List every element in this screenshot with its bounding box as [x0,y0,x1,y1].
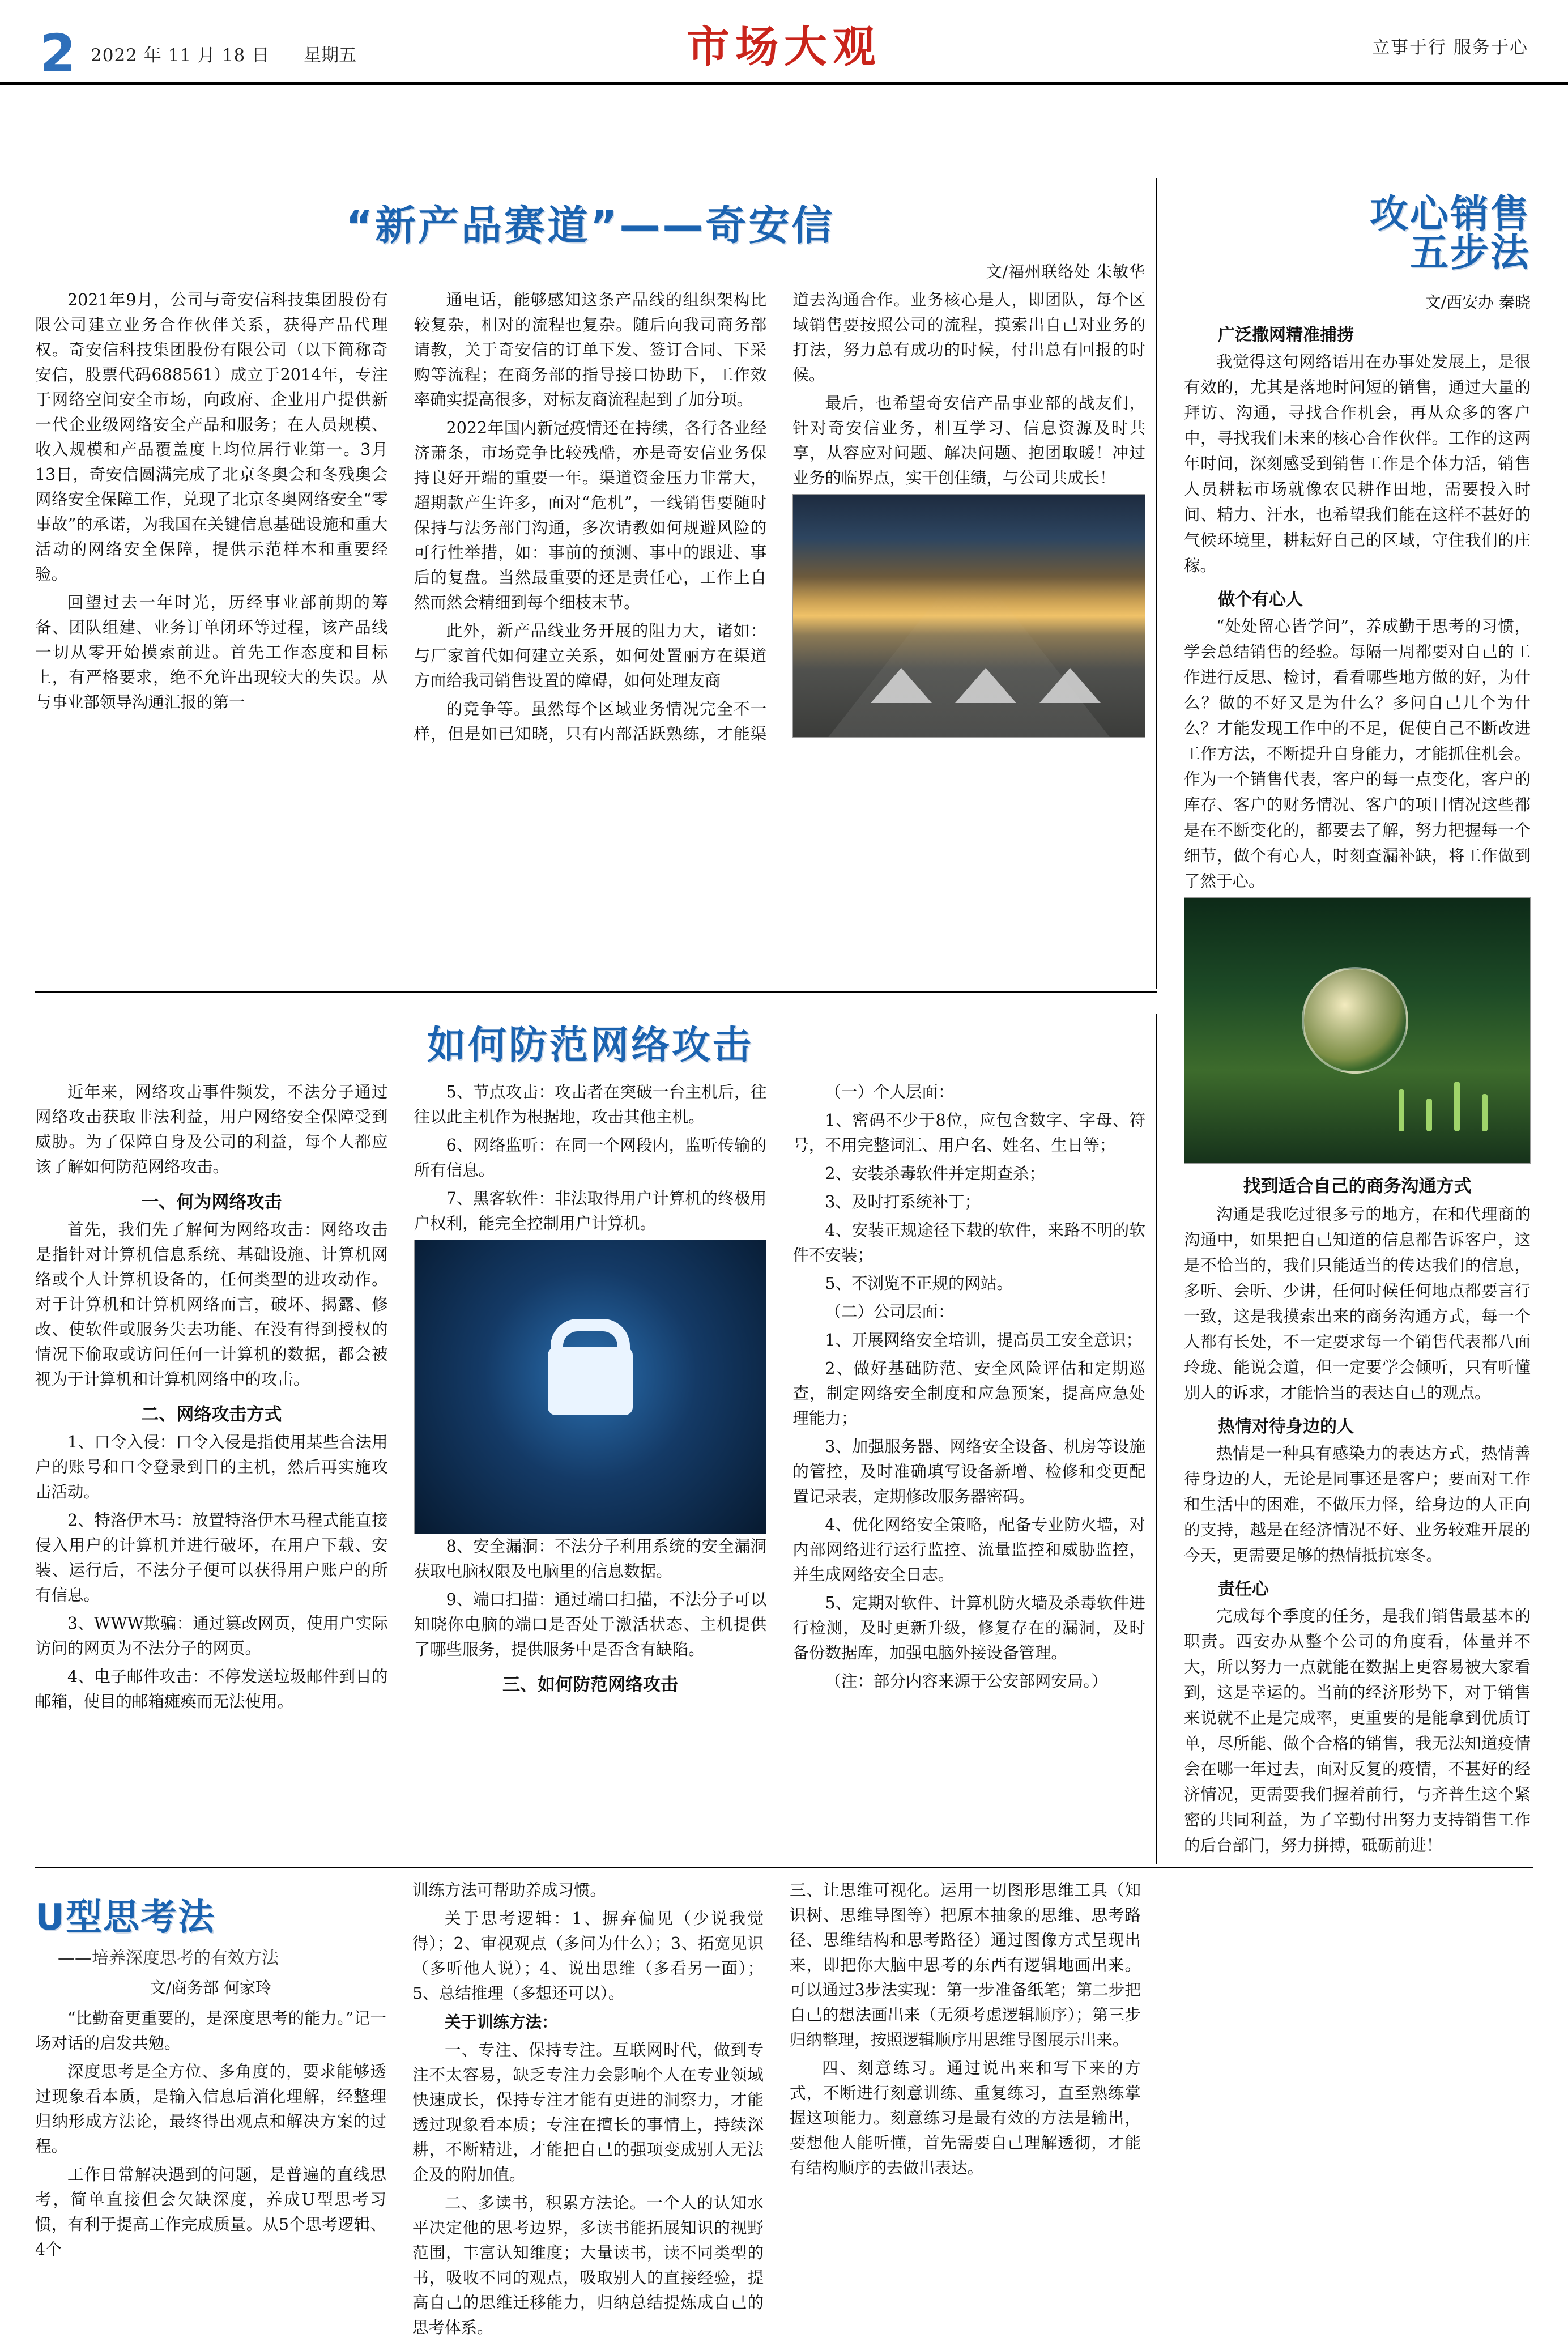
paragraph: 6、网络监听：在同一个网段内，监听传输的所有信息。 [414,1136,767,1180]
paragraph: 一、专注、保持专注。互联网时代，做到专注不太容易，缺乏专注力会影响个人在专业领域快速成长，保持专注才能有更进的洞察力，才能透过现象看本质；专注在擅长的事情上，持续深耕，不断精进，才能把自己的强项变成别人无法企及的附加值。 [412,2041,764,2184]
paragraph: 7、黑客软件：非法取得用户计算机的终极用户权利，能完全控制用户计算机。 [414,1189,767,1233]
horizontal-divider-2 [35,1867,1157,1868]
paragraph: 3、加强服务器、网络安全设备、机房等设施的管控，及时准确填写设备新增、检修和变更配置记录表，定期修改服务器密码。 [792,1437,1145,1506]
paragraph: 三、让思维可视化。运用一切图形思维工具（知识树、思维导图等）把原本抽象的思维、思考路径、思维结构和思考路径）通过图像方式呈现出来，即把你大脑中思考的东西有逻辑地画出来。可以通过3步法实现：第一步准备纸笔；第二步把自己的想法画出来（无须考虑逻辑顺序）；第三步归纳整理，按照逻辑顺序用思维导图展示出来。 [790,1881,1141,2049]
paragraph: “处处留心皆学问”，养成勤于思考的习惯，学会总结销售的经验。每隔一周都要对自己的工作进行反思、检讨，看看哪些地方做的好，为什么？做的不好又是为什么？多问自己几个为什么？才能发现工作中的不足，促使自己不断改进工作方法，不断提升自身能力，才能抓住机会。作为一个销售代表，客户的每一点变化，客户的库存、客户的财务情况、客户的项目情况这些都是在不断变化的，都要去了解，努力把握每一个细节，做个有心人，时刻查漏补缺，将工作做到了然于心。 [1184,617,1531,891]
paragraph: “比勤奋更重要的，是深度思考的能力。”记一场对话的启发共勉。 [35,2009,386,2053]
paragraph: 近年来，网络攻击事件频发，不法分子通过网络攻击获取非法利益，用户网络安全保障受到威胁。为了保障自身及公司的利益，每个人都应该了解如何防范网络攻击。 [35,1083,388,1176]
paragraph: 2022年国内新冠疫情还在持续，各行各业经济萧条，市场竞争比较残酷，亦是奇安信业务保持良好开端的重要一年。渠道资金压力非常大，超期款产生许多，面对“危机”，一线销售要随时保持与法务部门沟通，多次请教如何规避风险的可行性举措，如：事前的预测、事中的跟进、事后的复盘。当然最重要的还是责任心，工作上自然而然会精细到每个细枝末节。 [414,419,767,612]
article-sales-headline-line2: 五步法 [1409,231,1531,275]
paragraph: （注：部分内容来源于公安部网安局。） [825,1672,1108,1691]
article-network-attack [35,1000,1145,1714]
article-sales-byline: 文/西安办 秦晓 [1425,293,1531,312]
bulb-plant-photo [1184,897,1531,1164]
paragraph: 4、优化网络安全策略，配备专业防火墙，对内部网络进行运行监控、流量监控和威胁监控，并生成网络安全日志。 [792,1515,1145,1584]
paragraph: 的竞争等。虽然每个区域业务情况完全不一样，但是如已知晓，只有内部活跃熟练，才能渠道去沟通合作。业务核心是人，即团队，每个区域销售要按照公司的流程，摸索出自己对业务的打法，努力总有成功的时候，付出总有回报的时候。 [414,291,1145,743]
page-number: 2 [40,23,76,84]
article-qianxin-headline: “新产品赛道”——奇安信 [346,202,835,249]
section-heading: 广泛撒网精准捕捞 [1218,325,1354,345]
publish-weekday: 星期五 [304,45,357,66]
paragraph: 5、不浏览不正规的网站。 [825,1274,1013,1293]
section-heading: 找到适合自己的商务沟通方式 [1243,1176,1472,1197]
paragraph: 工作日常解决遇到的问题，是普遍的直线思考，简单直接但会欠缺深度，养成U型思考习惯，有利于提高工作完成质量。从5个思考逻辑、4个 [35,2165,386,2259]
paragraph: 深度思考是全方位、多角度的，要求能够透过现象看本质，是输入信息后消化理解，经整理归纳形成方法论，最终得出观点和解决方案的过程。 [35,2062,386,2156]
paragraph: 1、密码不少于8位，应包含数字、字母、符号，不用完整词汇、用户名、姓名、生日等； [792,1111,1145,1155]
section-heading: 责任心 [1218,1579,1269,1599]
section-heading: 做个有心人 [1218,590,1303,610]
paragraph: 关于思考逻辑：1、摒弃偏见（少说我觉得）；2、审视观点（多问为什么）；3、拓宽见识（多听他人说）；4、说出思维（多看另一面）；5、总结推理（多想还可以）。 [412,1909,764,2003]
paragraph: 2、做好基础防范、安全风险评估和定期巡查，制定网络安全制度和应急预案，提高应急处理能力； [792,1359,1145,1428]
section-heading: 关于训练方法： [445,2012,558,2032]
article-qianxin [35,176,1145,980]
paragraph: 二、多读书，积累方法论。一个人的认知水平决定他的思考边界，多读书能拓展知识的视野范围，丰富认知维度；大量读书，读不同类型的书，吸收不同的观点，吸取别人的直接经验，提高自己的思维迁移能力，归纳总结提炼成自己的思考体系。 [412,2194,764,2337]
paragraph: 最后，也希望奇安信产品事业部的战友们，针对奇安信业务，相互学习、信息资源及时共享，从容应对问题、解决问题、抱团取暖！冲过业务的临界点，实干创佳绩，与公司共成长！ [792,394,1145,487]
publish-date: 2022 年 11 月 18 日 [91,45,270,66]
paragraph: 首先，我们先了解何为网络攻击：网络攻击是指针对计算机信息系统、基础设施、计算机网络或个人计算机设备的，任何类型的进攻动作。对于计算机和计算机网络而言，破坏、揭露、修改、使软件或服务失去功能、在没有得到授权的情况下偷取或访问任何一计算机的数据，都会被视为于计算机和计算机网络中的攻击。 [35,1220,388,1389]
paragraph: （一）个人层面： [825,1083,955,1101]
paragraph: 8、安全漏洞：不法分子利用系统的安全漏洞获取电脑权限及电脑里的信息数据。 [414,1537,767,1581]
paragraph: 4、安装正规途径下载的软件，来路不明的软件不安装； [792,1221,1145,1264]
article-u-thinking-byline: 文/商务部 何家玲 [150,1978,272,1997]
paragraph: 热情是一种具有感染力的表达方式，热情善待身边的人，无论是同事还是客户；要面对工作和生活中的困难，不做压力怪，给身边的人正向的支持，越是在经济情况不好、业务较难开展的今天，更需要足够的热情抵抗寒冬。 [1184,1444,1531,1565]
paragraph: 5、节点攻击：攻击者在突破一台主机后，往往以此主机作为根据地，攻击其他主机。 [414,1083,767,1126]
section-heading: 热情对待身边的人 [1218,1417,1354,1437]
paragraph: 2021年9月，公司与奇安信科技集团股份有限公司建立业务合作伙伴关系，获得产品代理权。奇安信科技集团股份有限公司（以下简称奇安信，股票代码688561）成立于2014年，专注于网络空间安全市场，向政府、企业用户提供新一代企业级网络安全产品和服务；在人员规模、收入规模和产品覆盖度上均位居行业第一。3月13日，奇安信圆满完成了北京冬奥会和冬残奥会网络安全保障工作，兑现了北京冬奥网络安全“零事故”的承诺，为我国在关键信息基础设施和重大活动的网络安全保障，提供示范样本和重要经验。 [35,291,388,584]
vertical-divider-top [1156,178,1157,989]
article-qianxin-byline: 文/福州联络处 朱敏华 [986,262,1145,281]
paragraph: 完成每个季度的任务，是我们销售最基本的职责。西安办从整个公司的角度看，体量并不大，所以努力一点就能在数据上更容易被大家看到，这是幸运的。当前的经济形势下，对于销售来说就不止是完成率，更重要的是能拿到优质订单，尽所能、做个合格的销售，我无法知道疫情会在哪一年过去，面对反复的疫情，不甚好的经济情况，更需要我们握着前行，与齐普生这个紧密的共同利益，为了辛勤付出努力支持销售工作的后台部门，努力拼搏，砥砺前进！ [1184,1607,1531,1855]
article-u-thinking-subtitle: ——培养深度思考的有效方法 [58,1948,279,1968]
article-u-thinking-headline: U型思考法 [35,1897,215,1939]
paragraph: 2、特洛伊木马：放置特洛伊木马程式能直接侵入用户的计算机并进行破坏，在用户下载、安装、运行后，不法分子便可以获得用户账户的所有信息。 [35,1511,388,1604]
paragraph: 我觉得这句网络语用在办事处发展上，是很有效的，尤其是落地时间短的销售，通过大量的拜访、沟通，寻找合作机会，再从众多的客户中，寻找我们未来的核心合作伙伴。工作的这两年时间，深刻感受到销售工作是个体力活，销售人员耕耘市场就像农民耕作田地，需要投入时间、精力、汗水，也希望我们能在这样不甚好的气候环境里，耕耘好自己的区域，守住我们的庄稼。 [1184,352,1531,575]
paragraph: 3、WWW欺骗：通过篡改网页，使用户实际访问的网页为不法分子的网页。 [35,1614,388,1658]
vertical-divider-mid [1156,1014,1157,1864]
paragraph: 沟通是我吃过很多亏的地方，在和代理商的沟通中，如果把自己知道的信息都告诉客户，这是不恰当的，我们只能适当的传达我们的信息，多听、会听、少讲，任何时候任何地点都要言行一致，这是我摸索出来的商务沟通方式，每一个人都有长处，不一定要求每一个销售代表都八面玲珑、能说会道，但一定要学会倾听，只有听懂别人的诉求，才能恰当的表达自己的观点。 [1184,1205,1531,1402]
masthead [0,0,1568,85]
cyber-lock-photo [414,1240,767,1534]
paragraph: 4、电子邮件攻击：不停发送垃圾邮件到目的邮箱，使目的邮箱瘫痪而无法使用。 [35,1667,388,1711]
paragraph: 1、口令入侵：口令入侵是指使用某些合法用户的账号和口令登录到目的主机，然后再实施攻击活动。 [35,1433,388,1501]
horizontal-divider-3 [1156,1867,1533,1868]
article-network-headline: 如何防范网络攻击 [427,1023,753,1068]
paragraph: 2、安装杀毒软件并定期查杀； [825,1164,1045,1183]
paragraph: 训练方法可帮助养成习惯。 [412,1881,607,1900]
paragraph: （二）公司层面： [825,1302,955,1321]
section-heading: 二、网络攻击方式 [141,1404,282,1425]
article-u-thinking-col1 [35,1878,386,2344]
article-u-thinking [35,1878,1145,2344]
paragraph: 通电话，能够感知这条产品线的组织架构比较复杂，相对的流程也复杂。随后向我司商务部请教，关于奇安信的订单下发、签订合同、下采购等流程；在商务部的指导接口协助下，工作效率确实提高很多，对标友商流程起到了加分项。 [414,291,767,409]
article-network-columns [35,1080,1145,1714]
paragraph: 9、端口扫描：通过端口扫描，不法分子可以知晓你电脑的端口是否处于激活状态、主机提供了哪些服务，提供服务中是否含有缺陷。 [414,1590,767,1659]
paragraph: 此外，新产品线业务开展的阻力大，诸如：与厂家首代如何建立关系，如何处置丽方在渠道方面给我司销售设置的障碍，如何处理友商 [414,621,767,690]
masthead-slogan: 立事于行 服务于心 [1372,37,1528,58]
article-u-thinking-col2 [412,1878,764,2344]
paragraph: 3、及时打系统补丁； [825,1193,981,1211]
paragraph: 四、刻意练习。通过说出来和写下来的方式，不断进行刻意训练、重复练习，直至熟练掌握这项能力。刻意练习是最有效的方法是输出，要想他人能听懂，首先需要自己理解透彻，才能有结构顺序的去做出表达。 [790,2059,1141,2177]
paragraph: 回望过去一年时光，历经事业部前期的筹备、团队组建、业务订单闭环等过程，该产品线一切从零开始摸索前进。首先工作态度和目标上，有严格要求，绝不允许出现较大的失误。从与事业部领导沟通汇报的第一 [35,593,388,712]
article-u-thinking-col3 [790,1878,1141,2344]
road-photo [792,494,1145,738]
article-qianxin-columns [35,288,1145,747]
horizontal-divider-1 [35,991,1157,993]
newspaper-section-title: 市场大观 [687,22,881,72]
paragraph: 5、定期对软件、计算机防火墙及杀毒软件进行检测，及时更新升级，修复存在的漏洞，及时备份数据库，加强电脑外接设备管理。 [792,1594,1145,1662]
section-heading: 一、何为网络攻击 [141,1192,282,1212]
article-sales-headline-line1: 攻心销售 [1369,192,1531,237]
section-heading: 三、如何防范网络攻击 [502,1675,678,1695]
article-sales-five-steps [1184,176,1531,1862]
paragraph: 1、开展网络安全培训，提高员工安全意识； [825,1331,1142,1349]
